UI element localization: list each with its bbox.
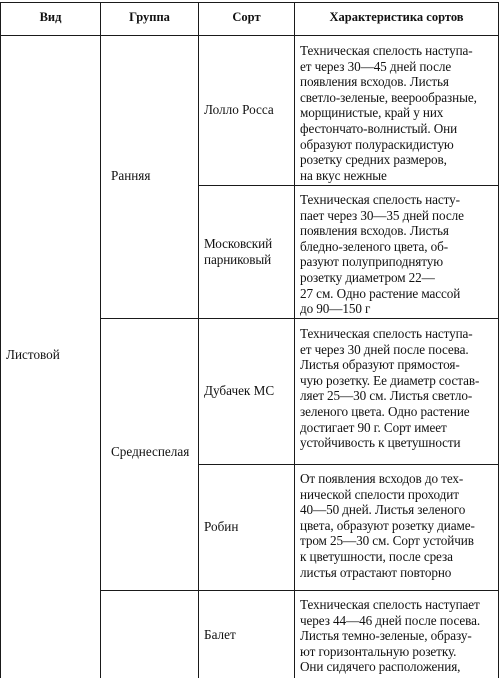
group-divider [100, 318, 499, 319]
variety-description: Техническая спелость насту- пает через 30—35 дней после появления всходов. Листья бледно-зеленого цвета, об- разуют полуприподнятую розетку диаметром 22— 27 см. Одно растение массой до 90—150 г [300, 192, 464, 317]
variety-description: Техническая спелость наступа- ет через 30 дней после посева. Листья образуют прямостоя- чую розетку. Ее диаметр состав- ляет 25—30 см. Листья светло- зеленого цвета. Одно растение достигает 90 г. Сорт имеет устойчивость к цветушности [300, 326, 480, 451]
column-divider [100, 2, 101, 678]
variety-name: Робин [204, 519, 239, 534]
header-harakteristika: Характеристика сортов [329, 10, 464, 24]
vid-cell: Листовой [6, 347, 60, 362]
column-divider [198, 2, 199, 678]
header-vid: Вид [39, 10, 62, 24]
header-sort: Сорт [232, 10, 261, 24]
header-bottom-border [0, 35, 499, 36]
row-divider [198, 185, 499, 186]
table-top-border [0, 2, 499, 3]
variety-name: Лолло Росса [204, 102, 274, 117]
variety-description: Техническая спелость наступает через 44—46 дней после посева. Листья темно-зеленые, образу- ют горизонтальную розетку. Они сидячего расположения, [300, 597, 481, 675]
group-divider [100, 590, 499, 591]
variety-description: От появления всходов до тех- нической спелости проходит 40—50 дней. Листья зеленого цвета, образуют розетку диаме- тром 25—30 см. Сорт устойчив к цветушности, после среза листья отрастают повторно [300, 471, 475, 580]
column-divider [294, 2, 295, 678]
header-gruppa: Группа [129, 10, 170, 24]
row-divider [198, 464, 499, 465]
group-cell: Ранняя [111, 168, 151, 183]
group-cell: Среднеспелая [111, 444, 190, 459]
variety-name: Московский парниковый [204, 236, 273, 267]
table-left-border [0, 2, 1, 678]
variety-description: Техническая спелость наступа- ет через 30—45 дней после появления всходов. Листья светло-зеленые, веерообразные, морщинистые, край у них фестончато-волнистый. Они образуют полураскидистую розетку средних размеров, на вкус нежные [300, 43, 477, 183]
variety-name: Балет [204, 627, 236, 642]
variety-name: Дубачек МС [204, 383, 275, 398]
